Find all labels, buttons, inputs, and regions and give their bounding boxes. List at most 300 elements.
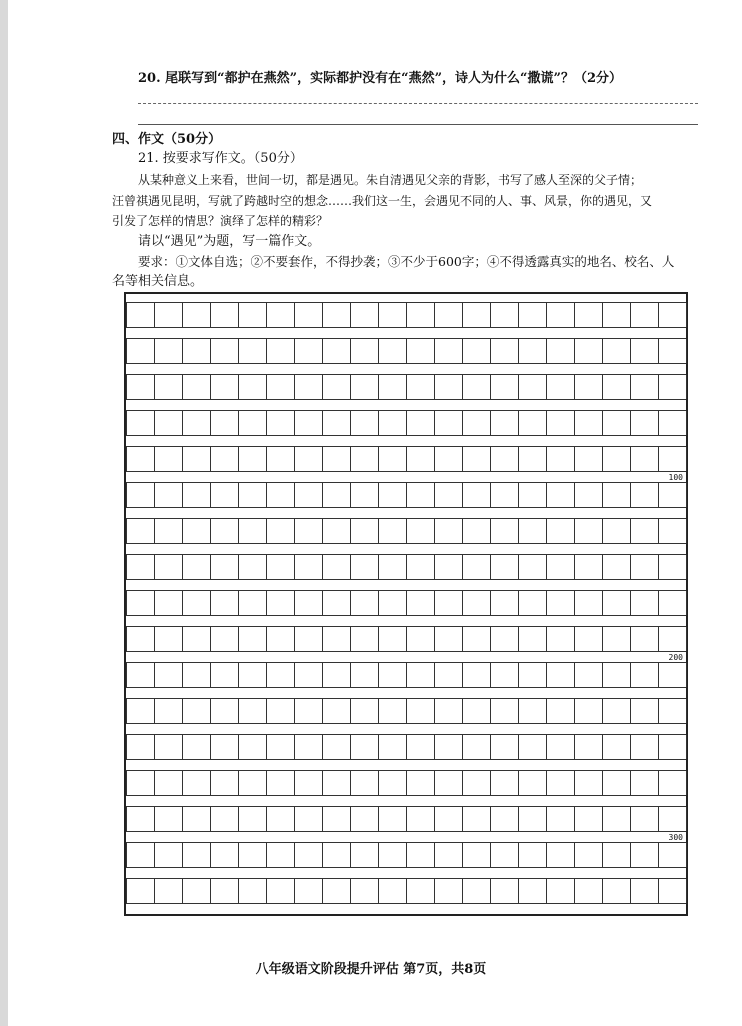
grid-cell[interactable]	[350, 375, 378, 399]
grid-cell[interactable]	[602, 843, 630, 867]
grid-cell[interactable]	[210, 483, 238, 507]
grid-cell[interactable]	[322, 735, 350, 759]
grid-cell[interactable]	[630, 699, 658, 723]
grid-cell[interactable]	[658, 735, 686, 759]
grid-cell[interactable]	[434, 879, 462, 903]
grid-cell[interactable]	[182, 627, 210, 651]
grid-cell[interactable]	[378, 807, 406, 831]
grid-cell[interactable]	[490, 375, 518, 399]
grid-cell[interactable]	[238, 843, 266, 867]
grid-row[interactable]	[126, 842, 686, 868]
grid-cell[interactable]	[602, 339, 630, 363]
grid-cell[interactable]	[434, 519, 462, 543]
grid-cell[interactable]	[350, 735, 378, 759]
grid-cell[interactable]	[238, 699, 266, 723]
grid-cell[interactable]	[602, 699, 630, 723]
grid-cell[interactable]	[602, 807, 630, 831]
grid-cell[interactable]	[182, 339, 210, 363]
grid-cell[interactable]	[574, 879, 602, 903]
grid-cell[interactable]	[294, 519, 322, 543]
grid-cell[interactable]	[126, 483, 154, 507]
grid-cell[interactable]	[490, 627, 518, 651]
grid-cell[interactable]	[154, 447, 182, 471]
grid-row[interactable]	[126, 518, 686, 544]
grid-cell[interactable]	[210, 555, 238, 579]
grid-cell[interactable]	[378, 519, 406, 543]
grid-cell[interactable]	[546, 339, 574, 363]
grid-cell[interactable]	[434, 447, 462, 471]
grid-cell[interactable]	[378, 555, 406, 579]
grid-cell[interactable]	[154, 843, 182, 867]
grid-cell[interactable]	[266, 483, 294, 507]
grid-cell[interactable]	[266, 447, 294, 471]
answer-line-2[interactable]	[138, 124, 698, 125]
grid-cell[interactable]	[602, 735, 630, 759]
grid-cell[interactable]	[266, 843, 294, 867]
grid-cell[interactable]	[154, 375, 182, 399]
grid-cell[interactable]	[406, 879, 434, 903]
grid-cell[interactable]	[210, 411, 238, 435]
grid-row[interactable]	[126, 770, 686, 796]
grid-cell[interactable]	[462, 447, 490, 471]
grid-cell[interactable]	[630, 411, 658, 435]
grid-cell[interactable]	[518, 591, 546, 615]
grid-cell[interactable]	[546, 771, 574, 795]
grid-cell[interactable]	[350, 663, 378, 687]
grid-cell[interactable]	[630, 339, 658, 363]
grid-cell[interactable]	[322, 555, 350, 579]
grid-cell[interactable]	[266, 375, 294, 399]
grid-cell[interactable]	[406, 519, 434, 543]
grid-cell[interactable]	[322, 879, 350, 903]
grid-cell[interactable]	[574, 627, 602, 651]
grid-cell[interactable]	[182, 807, 210, 831]
grid-cell[interactable]	[294, 843, 322, 867]
grid-cell[interactable]	[294, 591, 322, 615]
grid-cell[interactable]	[350, 843, 378, 867]
grid-cell[interactable]	[322, 483, 350, 507]
grid-cell[interactable]	[350, 699, 378, 723]
grid-cell[interactable]	[238, 771, 266, 795]
grid-cell[interactable]	[238, 663, 266, 687]
grid-cell[interactable]	[658, 339, 686, 363]
grid-cell[interactable]	[518, 627, 546, 651]
grid-cell[interactable]	[602, 519, 630, 543]
grid-cell[interactable]	[238, 627, 266, 651]
grid-cell[interactable]	[266, 411, 294, 435]
grid-cell[interactable]	[490, 411, 518, 435]
grid-cell[interactable]	[658, 879, 686, 903]
grid-cell[interactable]	[518, 303, 546, 327]
grid-cell[interactable]	[462, 591, 490, 615]
grid-cell[interactable]	[406, 483, 434, 507]
grid-cell[interactable]	[462, 771, 490, 795]
grid-cell[interactable]	[658, 627, 686, 651]
grid-cell[interactable]	[238, 591, 266, 615]
grid-cell[interactable]	[210, 339, 238, 363]
grid-cell[interactable]	[602, 879, 630, 903]
grid-cell[interactable]	[322, 843, 350, 867]
grid-cell[interactable]	[602, 663, 630, 687]
grid-cell[interactable]	[154, 303, 182, 327]
grid-cell[interactable]	[406, 375, 434, 399]
grid-cell[interactable]	[574, 519, 602, 543]
grid-cell[interactable]	[378, 339, 406, 363]
grid-cell[interactable]	[602, 447, 630, 471]
grid-cell[interactable]	[406, 627, 434, 651]
grid-cell[interactable]	[126, 303, 154, 327]
grid-cell[interactable]	[210, 303, 238, 327]
grid-cell[interactable]	[490, 879, 518, 903]
grid-cell[interactable]	[126, 519, 154, 543]
grid-cell[interactable]	[350, 627, 378, 651]
grid-cell[interactable]	[602, 303, 630, 327]
grid-row[interactable]	[126, 374, 686, 400]
grid-cell[interactable]	[210, 627, 238, 651]
grid-cell[interactable]	[210, 663, 238, 687]
grid-cell[interactable]	[378, 591, 406, 615]
grid-cell[interactable]	[294, 375, 322, 399]
grid-cell[interactable]	[462, 699, 490, 723]
grid-cell[interactable]	[406, 411, 434, 435]
grid-cell[interactable]	[518, 735, 546, 759]
grid-cell[interactable]	[406, 771, 434, 795]
grid-cell[interactable]	[182, 735, 210, 759]
grid-cell[interactable]	[126, 339, 154, 363]
grid-cell[interactable]	[434, 339, 462, 363]
grid-cell[interactable]	[546, 807, 574, 831]
grid-cell[interactable]	[462, 555, 490, 579]
grid-cell[interactable]	[126, 843, 154, 867]
grid-cell[interactable]	[266, 663, 294, 687]
grid-cell[interactable]	[630, 663, 658, 687]
grid-cell[interactable]	[630, 303, 658, 327]
grid-cell[interactable]	[658, 591, 686, 615]
grid-cell[interactable]	[350, 879, 378, 903]
grid-cell[interactable]	[658, 663, 686, 687]
grid-cell[interactable]	[434, 771, 462, 795]
grid-cell[interactable]	[154, 591, 182, 615]
grid-cell[interactable]	[434, 555, 462, 579]
grid-cell[interactable]	[294, 771, 322, 795]
grid-cell[interactable]	[658, 303, 686, 327]
answer-line-1[interactable]	[138, 103, 698, 104]
grid-cell[interactable]	[126, 375, 154, 399]
grid-cell[interactable]	[658, 807, 686, 831]
grid-cell[interactable]	[322, 303, 350, 327]
grid-cell[interactable]	[406, 843, 434, 867]
grid-cell[interactable]	[350, 519, 378, 543]
grid-cell[interactable]	[434, 591, 462, 615]
grid-cell[interactable]	[462, 411, 490, 435]
grid-cell[interactable]	[490, 591, 518, 615]
grid-cell[interactable]	[182, 663, 210, 687]
grid-cell[interactable]	[294, 303, 322, 327]
grid-cell[interactable]	[490, 663, 518, 687]
grid-cell[interactable]	[434, 735, 462, 759]
grid-cell[interactable]	[434, 411, 462, 435]
grid-cell[interactable]	[658, 411, 686, 435]
grid-cell[interactable]	[658, 447, 686, 471]
grid-cell[interactable]	[490, 555, 518, 579]
grid-cell[interactable]	[574, 303, 602, 327]
grid-cell[interactable]	[518, 411, 546, 435]
grid-cell[interactable]	[490, 699, 518, 723]
grid-cell[interactable]	[350, 339, 378, 363]
grid-cell[interactable]	[154, 735, 182, 759]
grid-cell[interactable]	[630, 771, 658, 795]
grid-cell[interactable]	[462, 375, 490, 399]
grid-cell[interactable]	[490, 483, 518, 507]
grid-cell[interactable]	[406, 699, 434, 723]
grid-cell[interactable]	[518, 519, 546, 543]
grid-cell[interactable]	[154, 519, 182, 543]
grid-cell[interactable]	[350, 591, 378, 615]
grid-cell[interactable]	[322, 411, 350, 435]
grid-cell[interactable]	[294, 807, 322, 831]
grid-cell[interactable]	[126, 735, 154, 759]
grid-cell[interactable]	[406, 735, 434, 759]
grid-cell[interactable]	[658, 375, 686, 399]
grid-cell[interactable]	[574, 663, 602, 687]
grid-cell[interactable]	[630, 735, 658, 759]
grid-cell[interactable]	[546, 591, 574, 615]
grid-cell[interactable]	[182, 879, 210, 903]
grid-cell[interactable]	[322, 339, 350, 363]
grid-cell[interactable]	[378, 843, 406, 867]
grid-cell[interactable]	[546, 555, 574, 579]
grid-cell[interactable]	[154, 339, 182, 363]
grid-row[interactable]	[126, 410, 686, 436]
grid-cell[interactable]	[574, 771, 602, 795]
grid-cell[interactable]	[378, 627, 406, 651]
grid-cell[interactable]	[602, 627, 630, 651]
grid-cell[interactable]	[490, 807, 518, 831]
grid-cell[interactable]	[378, 303, 406, 327]
grid-cell[interactable]	[238, 339, 266, 363]
grid-cell[interactable]	[154, 483, 182, 507]
grid-cell[interactable]	[434, 375, 462, 399]
grid-cell[interactable]	[266, 771, 294, 795]
grid-row[interactable]	[126, 626, 686, 652]
grid-cell[interactable]	[546, 843, 574, 867]
grid-cell[interactable]	[574, 843, 602, 867]
grid-row[interactable]	[126, 302, 686, 328]
grid-cell[interactable]	[546, 663, 574, 687]
grid-cell[interactable]	[266, 519, 294, 543]
grid-cell[interactable]	[322, 447, 350, 471]
grid-cell[interactable]	[658, 699, 686, 723]
grid-cell[interactable]	[294, 339, 322, 363]
grid-cell[interactable]	[546, 483, 574, 507]
grid-cell[interactable]	[378, 411, 406, 435]
grid-cell[interactable]	[238, 879, 266, 903]
grid-cell[interactable]	[630, 843, 658, 867]
grid-cell[interactable]	[238, 447, 266, 471]
grid-cell[interactable]	[490, 447, 518, 471]
grid-cell[interactable]	[518, 771, 546, 795]
grid-cell[interactable]	[294, 627, 322, 651]
grid-cell[interactable]	[658, 483, 686, 507]
grid-row[interactable]	[126, 482, 686, 508]
grid-cell[interactable]	[658, 843, 686, 867]
grid-cell[interactable]	[378, 447, 406, 471]
grid-cell[interactable]	[518, 447, 546, 471]
grid-cell[interactable]	[546, 879, 574, 903]
grid-cell[interactable]	[434, 627, 462, 651]
grid-cell[interactable]	[154, 771, 182, 795]
grid-cell[interactable]	[630, 591, 658, 615]
grid-cell[interactable]	[462, 807, 490, 831]
grid-cell[interactable]	[154, 807, 182, 831]
grid-cell[interactable]	[238, 303, 266, 327]
grid-cell[interactable]	[546, 699, 574, 723]
grid-row[interactable]	[126, 806, 686, 832]
grid-cell[interactable]	[378, 771, 406, 795]
grid-cell[interactable]	[630, 483, 658, 507]
grid-cell[interactable]	[518, 879, 546, 903]
grid-cell[interactable]	[322, 627, 350, 651]
grid-cell[interactable]	[546, 303, 574, 327]
grid-cell[interactable]	[630, 879, 658, 903]
grid-cell[interactable]	[238, 735, 266, 759]
grid-cell[interactable]	[126, 591, 154, 615]
grid-cell[interactable]	[434, 807, 462, 831]
grid-cell[interactable]	[182, 555, 210, 579]
grid-cell[interactable]	[238, 555, 266, 579]
grid-cell[interactable]	[518, 483, 546, 507]
grid-cell[interactable]	[210, 807, 238, 831]
grid-cell[interactable]	[546, 627, 574, 651]
grid-cell[interactable]	[602, 411, 630, 435]
grid-cell[interactable]	[378, 879, 406, 903]
grid-cell[interactable]	[630, 447, 658, 471]
grid-cell[interactable]	[238, 807, 266, 831]
grid-cell[interactable]	[126, 807, 154, 831]
grid-cell[interactable]	[518, 339, 546, 363]
grid-cell[interactable]	[574, 483, 602, 507]
grid-cell[interactable]	[182, 447, 210, 471]
grid-cell[interactable]	[294, 447, 322, 471]
grid-cell[interactable]	[574, 339, 602, 363]
grid-cell[interactable]	[294, 879, 322, 903]
grid-cell[interactable]	[294, 483, 322, 507]
grid-cell[interactable]	[462, 879, 490, 903]
grid-cell[interactable]	[294, 411, 322, 435]
grid-cell[interactable]	[518, 699, 546, 723]
grid-cell[interactable]	[182, 375, 210, 399]
grid-cell[interactable]	[266, 699, 294, 723]
grid-cell[interactable]	[630, 627, 658, 651]
grid-cell[interactable]	[546, 375, 574, 399]
grid-cell[interactable]	[210, 843, 238, 867]
grid-cell[interactable]	[238, 411, 266, 435]
grid-cell[interactable]	[518, 555, 546, 579]
grid-cell[interactable]	[574, 447, 602, 471]
grid-cell[interactable]	[322, 771, 350, 795]
grid-cell[interactable]	[182, 411, 210, 435]
grid-cell[interactable]	[322, 663, 350, 687]
grid-cell[interactable]	[630, 555, 658, 579]
grid-cell[interactable]	[406, 555, 434, 579]
grid-cell[interactable]	[490, 771, 518, 795]
grid-cell[interactable]	[322, 519, 350, 543]
grid-cell[interactable]	[574, 555, 602, 579]
grid-cell[interactable]	[658, 771, 686, 795]
grid-cell[interactable]	[350, 447, 378, 471]
grid-cell[interactable]	[350, 555, 378, 579]
grid-cell[interactable]	[378, 483, 406, 507]
grid-cell[interactable]	[546, 519, 574, 543]
grid-cell[interactable]	[434, 303, 462, 327]
grid-cell[interactable]	[546, 411, 574, 435]
grid-cell[interactable]	[630, 519, 658, 543]
grid-cell[interactable]	[434, 699, 462, 723]
grid-cell[interactable]	[518, 663, 546, 687]
grid-cell[interactable]	[266, 303, 294, 327]
grid-cell[interactable]	[406, 447, 434, 471]
grid-cell[interactable]	[490, 735, 518, 759]
grid-cell[interactable]	[350, 807, 378, 831]
grid-cell[interactable]	[350, 771, 378, 795]
grid-cell[interactable]	[462, 735, 490, 759]
grid-cell[interactable]	[210, 771, 238, 795]
grid-cell[interactable]	[378, 699, 406, 723]
grid-cell[interactable]	[210, 375, 238, 399]
grid-cell[interactable]	[322, 375, 350, 399]
grid-cell[interactable]	[182, 483, 210, 507]
grid-cell[interactable]	[266, 735, 294, 759]
grid-cell[interactable]	[266, 627, 294, 651]
grid-cell[interactable]	[462, 663, 490, 687]
grid-row[interactable]	[126, 662, 686, 688]
grid-cell[interactable]	[602, 483, 630, 507]
grid-cell[interactable]	[182, 843, 210, 867]
grid-cell[interactable]	[294, 735, 322, 759]
grid-cell[interactable]	[210, 699, 238, 723]
grid-cell[interactable]	[126, 663, 154, 687]
grid-row[interactable]	[126, 698, 686, 724]
grid-cell[interactable]	[182, 303, 210, 327]
grid-cell[interactable]	[266, 879, 294, 903]
grid-cell[interactable]	[266, 339, 294, 363]
grid-cell[interactable]	[378, 663, 406, 687]
grid-cell[interactable]	[658, 555, 686, 579]
grid-cell[interactable]	[574, 375, 602, 399]
grid-cell[interactable]	[322, 807, 350, 831]
grid-cell[interactable]	[154, 411, 182, 435]
grid-cell[interactable]	[154, 555, 182, 579]
grid-cell[interactable]	[154, 663, 182, 687]
grid-cell[interactable]	[154, 879, 182, 903]
grid-cell[interactable]	[350, 483, 378, 507]
grid-cell[interactable]	[154, 699, 182, 723]
grid-row[interactable]	[126, 734, 686, 760]
grid-cell[interactable]	[490, 843, 518, 867]
grid-cell[interactable]	[574, 699, 602, 723]
grid-cell[interactable]	[462, 627, 490, 651]
grid-cell[interactable]	[182, 771, 210, 795]
grid-cell[interactable]	[518, 375, 546, 399]
grid-cell[interactable]	[490, 339, 518, 363]
grid-row[interactable]	[126, 554, 686, 580]
grid-cell[interactable]	[658, 519, 686, 543]
grid-row[interactable]	[126, 446, 686, 472]
grid-cell[interactable]	[574, 411, 602, 435]
grid-cell[interactable]	[182, 519, 210, 543]
grid-cell[interactable]	[210, 591, 238, 615]
grid-cell[interactable]	[294, 699, 322, 723]
